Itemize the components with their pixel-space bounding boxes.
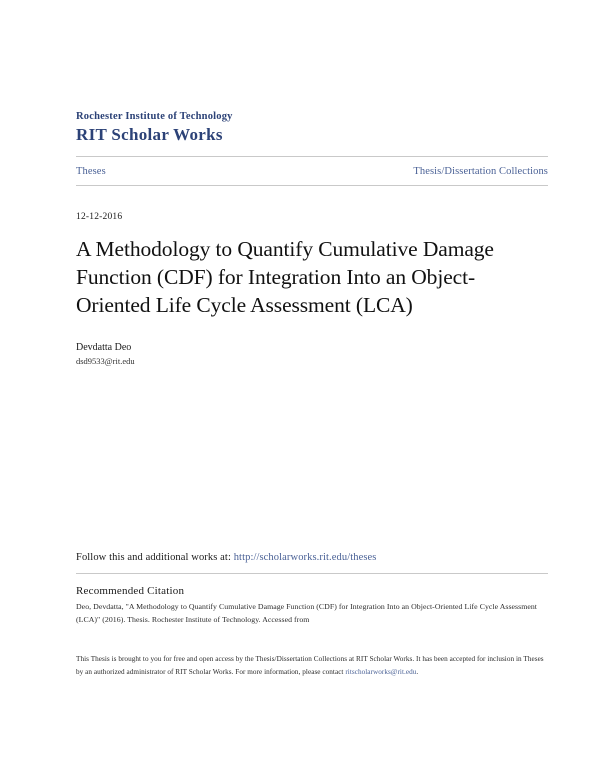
footer-text-before: This Thesis is brought to you for free and open access by the Thesis/Dissertation Collections at RIT Scholar Works. It has been accepted for inclusion in Theses by an authorized administrator of RIT Scholar Works. For more information, please contact xyxy=(76,655,544,676)
record-block xyxy=(76,186,548,368)
masthead xyxy=(76,110,548,146)
follow-url-link[interactable]: http://scholarworks.rit.edu/theses xyxy=(233,552,377,563)
page-title: A Methodology to Quantify Cumulative Damage Function (CDF) for Integration Into an Object-Oriented Life Cycle Assessment (LCA) xyxy=(76,237,494,318)
citation-heading: Recommended Citation xyxy=(76,585,185,597)
footer-text-after: . xyxy=(416,667,419,676)
footer-disclaimer xyxy=(76,653,548,678)
citation-section xyxy=(76,573,548,626)
nav-link-thesis-dissertation-collections[interactable]: Thesis/Dissertation Collections xyxy=(413,166,548,178)
author-email[interactable]: dsd9533@rit.edu xyxy=(76,356,135,367)
footer-section xyxy=(76,653,548,678)
citation-text: Deo, Devdatta, "A Methodology to Quantify Cumulative Damage Function (CDF) for Integration Into an Object-Oriented Life Cycle Assessment (LCA)" (2016). Thesis. Rochester Institute of Technology. Accessed from xyxy=(76,602,538,624)
breadcrumb xyxy=(76,157,548,185)
nav-link-theses[interactable]: Theses xyxy=(76,166,106,178)
repository-title[interactable]: RIT Scholar Works xyxy=(76,125,223,145)
publication-date: 12-12-2016 xyxy=(76,212,123,223)
follow-section xyxy=(76,552,548,563)
page-header-block xyxy=(76,110,548,368)
author-name: Devdatta Deo xyxy=(76,342,132,354)
follow-prefix: Follow this and additional works at: xyxy=(76,552,231,563)
contact-email-link[interactable]: ritscholarworks@rit.edu xyxy=(345,667,417,676)
follow-line xyxy=(76,552,548,563)
citation-divider xyxy=(76,573,548,574)
organization-name: Rochester Institute of Technology xyxy=(76,111,233,122)
